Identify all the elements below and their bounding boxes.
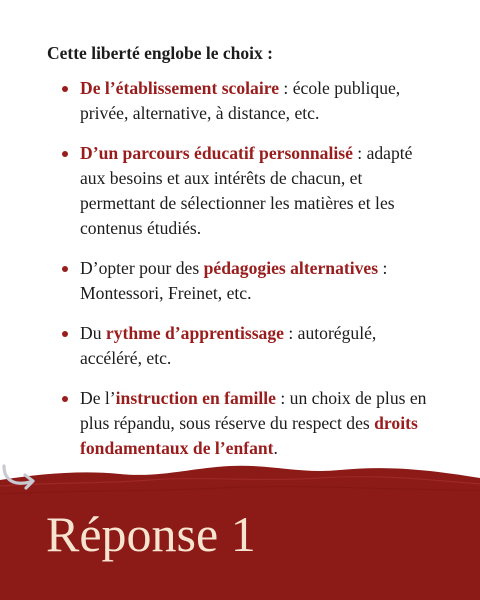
body-text: : école publique, privée, alternative, à distance, etc.	[80, 78, 401, 123]
list-item	[60, 76, 430, 126]
bullet-icon	[62, 396, 68, 402]
body-text: : un choix de plus en plus répandu, sous réserve du respect des	[80, 388, 427, 433]
body-text: D’opter pour des	[80, 258, 204, 278]
body-text: De l’	[80, 388, 116, 408]
highlighted-text: pédagogies alternatives	[203, 258, 379, 278]
bullet-icon	[62, 86, 68, 92]
list-item	[60, 386, 430, 461]
list-item	[60, 321, 430, 371]
bullet-icon	[62, 266, 68, 272]
bullet-icon	[62, 151, 68, 157]
answer-title: Réponse 1	[46, 506, 256, 562]
highlighted-text: De l’établissement scolaire	[80, 78, 280, 98]
highlighted-text: D’un parcours éducatif personnalisé	[80, 143, 353, 163]
body-text: Du	[80, 323, 106, 343]
highlighted-text: droits fondamentaux de l’enfant	[80, 413, 418, 458]
list-item	[60, 256, 430, 306]
bullet-icon	[62, 331, 68, 337]
intro-text: Cette liberté englobe le choix :	[47, 43, 273, 63]
curved-arrow-right-icon[interactable]	[0, 460, 44, 492]
answer-banner	[0, 460, 480, 600]
choice-list	[60, 76, 430, 476]
body-text: : autorégulé, accéléré, etc.	[80, 323, 377, 368]
body-text: : Montessori, Freinet, etc.	[80, 258, 388, 303]
body-text: : adapté aux besoins et aux intérêts de chacun, et permettant de sélectionner les matières et les contenus étudiés.	[80, 143, 413, 238]
body-text: .	[273, 438, 278, 458]
highlighted-text: instruction en famille	[115, 388, 276, 408]
highlighted-text: rythme d’apprentissage	[105, 323, 284, 343]
list-item	[60, 141, 430, 241]
